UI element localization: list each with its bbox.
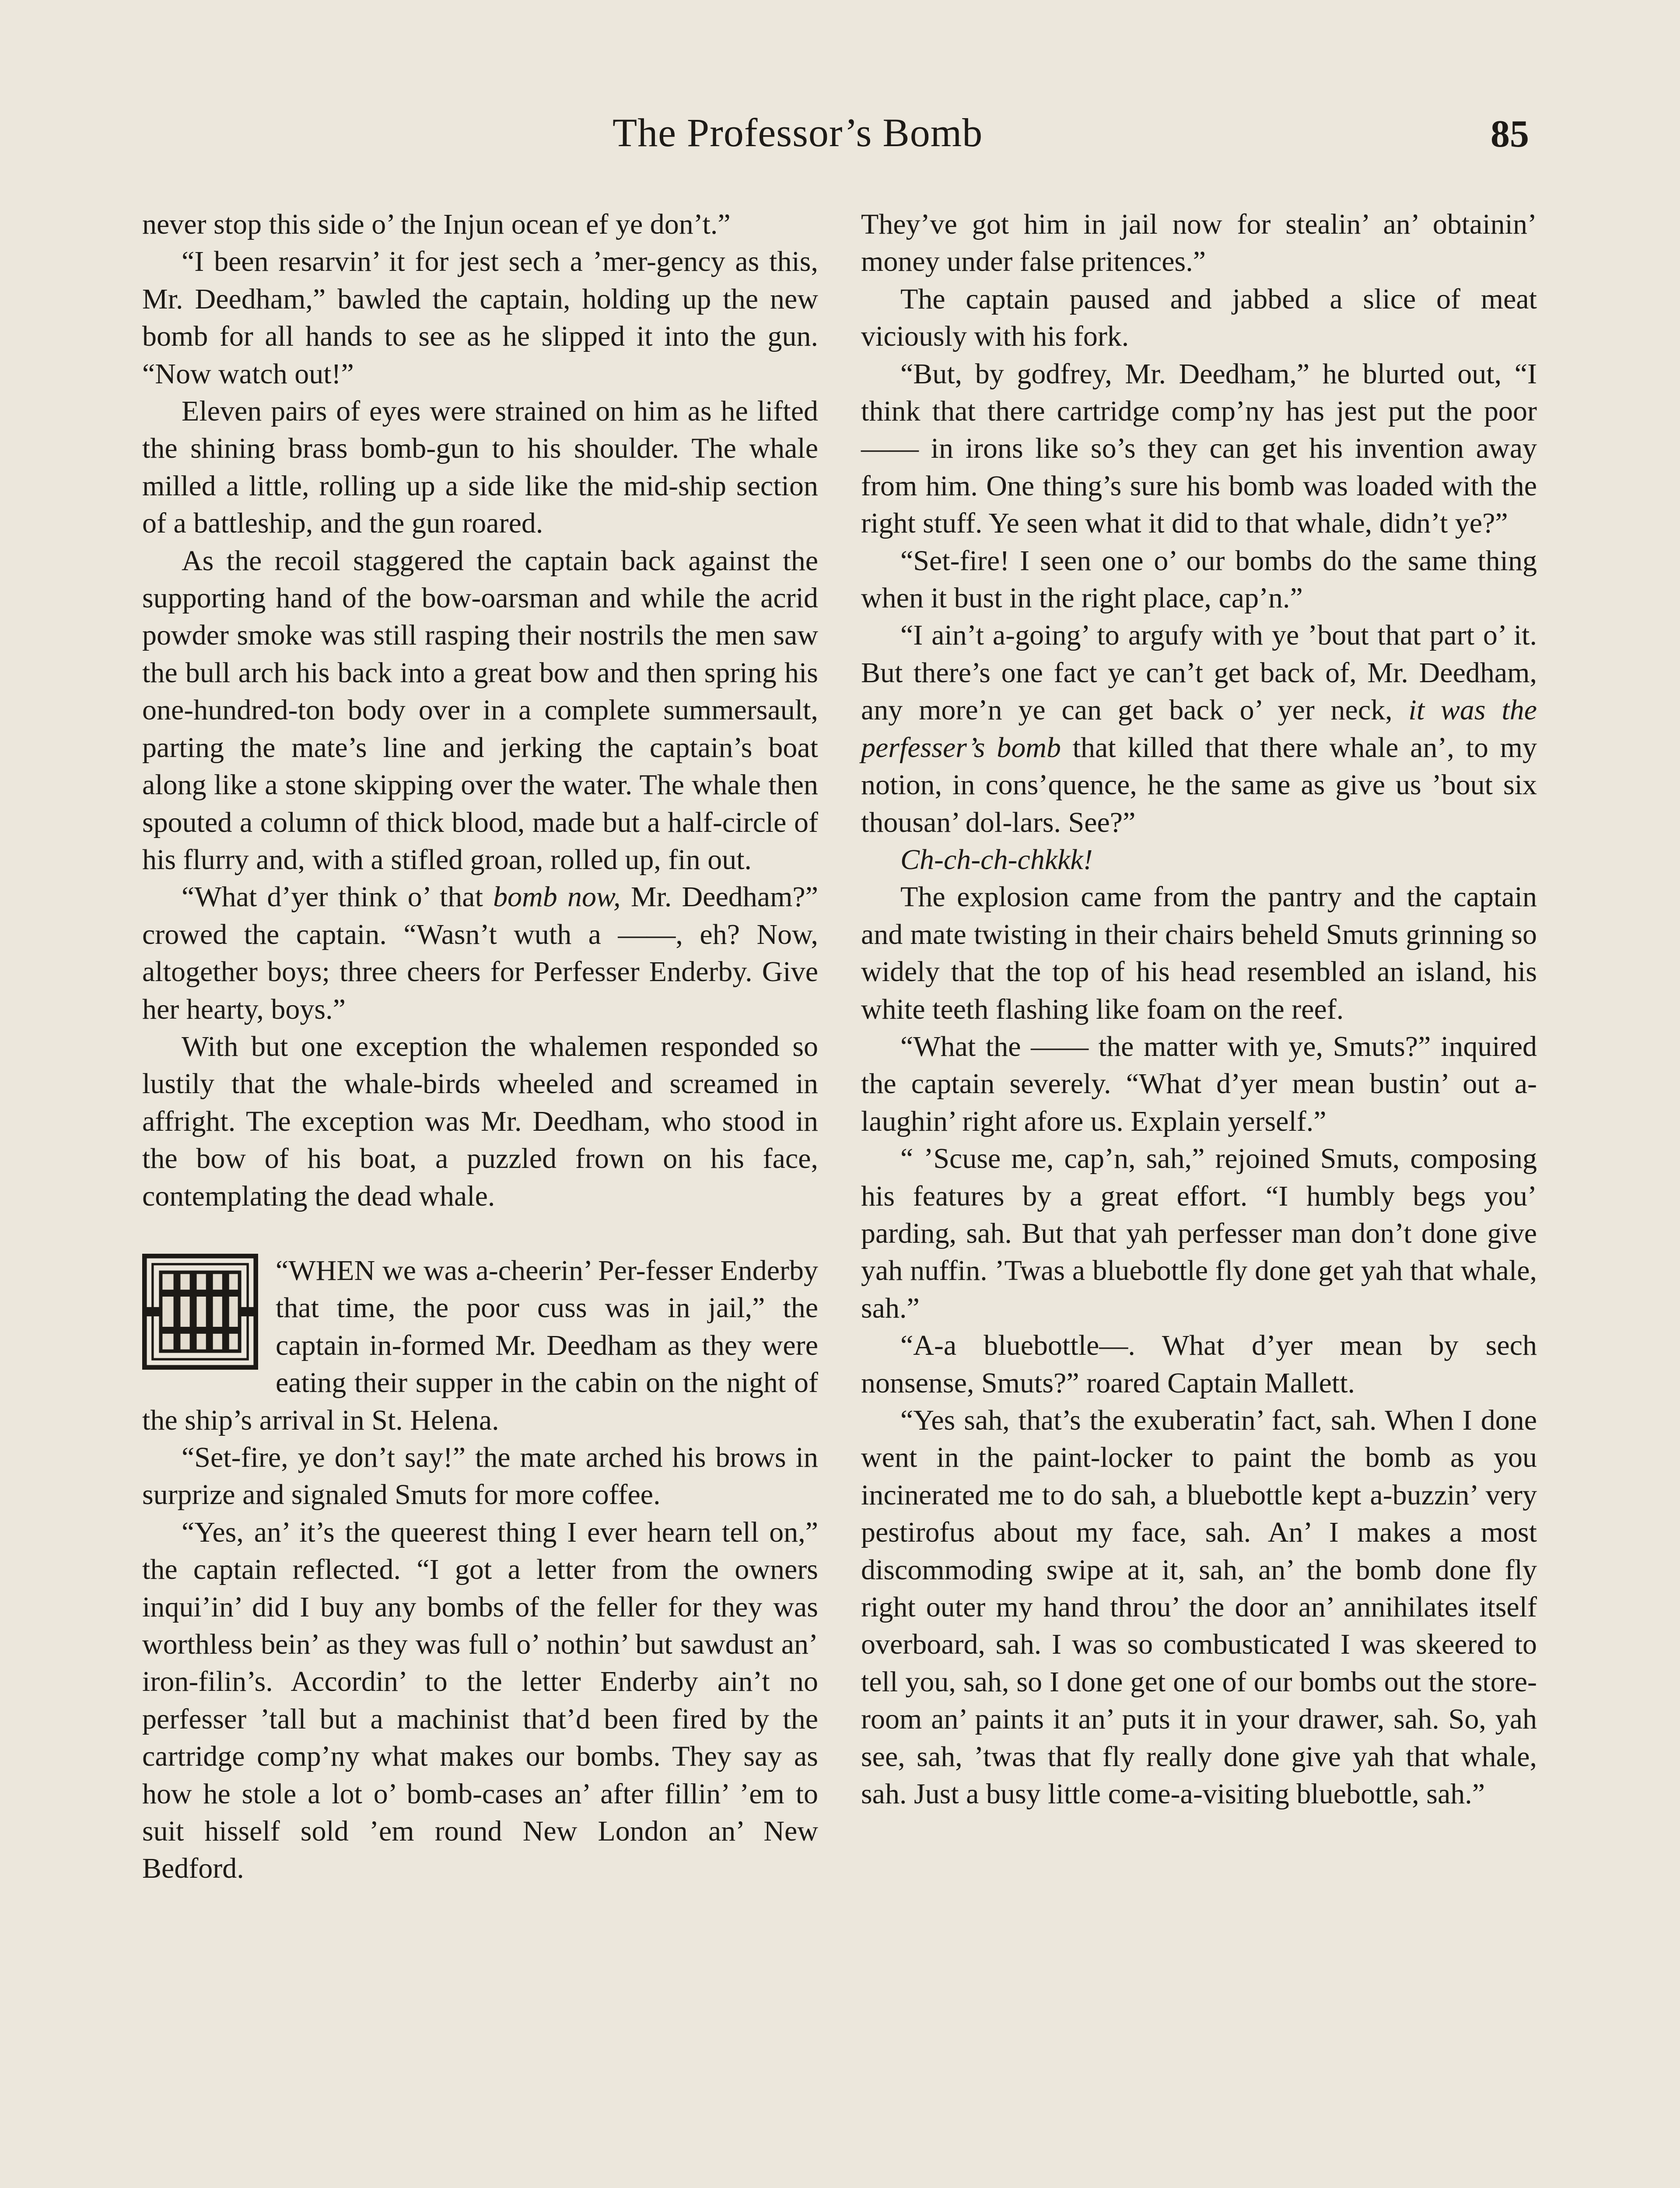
running-title: The Professor’s Bomb xyxy=(612,110,983,155)
left-column xyxy=(142,206,818,1887)
italic-run: it was the perfesser’s bomb xyxy=(861,694,1537,764)
text-run: “What d’yer think o’ that xyxy=(182,881,494,913)
section-opening xyxy=(142,1252,818,1439)
paragraph: The explosion came from the pantry and the captain and mate twisting in their chairs beheld Smuts grinning so widely that the top of his head resembled an island, his white teeth flashing like foam on the reef. xyxy=(861,881,1537,1025)
paragraph: They’ve got him in jail now for stealin’ an’ obtainin’ money under false pritences.” xyxy=(861,208,1537,278)
paragraph: As the recoil staggered the captain back against the supporting hand of the bow-oarsman and while the acrid powder smoke was still rasping their nostrils the men saw the bull arch his back into a great bow and then spring his one-hundred-ton body over in a complete summersault, parting the mate’s line and jerking the captain’s boat along like a stone skipping over the water. The whale then spouted a column of thick blood, made but a half-circle of his flurry and, with a stifled groan, rolled up, fin out. xyxy=(142,544,818,876)
paragraph: “Yes, an’ it’s the queerest thing I ever hearn tell on,” the captain reflected. “I got a letter from the owners inqui’in’ did I buy any bombs of the feller for they was worthless bein’ as they was full o’ nothin’ but sawdust an’ iron-filin’s. Accordin’ to the letter Enderby ain’t no perfesser ’tall but a machinist that’d been fired by the cartridge comp’ny what makes our bombs. They say as how he stole a lot o’ bomb-cases an’ after fillin’ ’em to suit hisself sold ’em round New London an’ New Bedford. xyxy=(142,1516,818,1885)
paragraph: “WHEN we was a-cheerin’ Per-fesser Enderby that time, the poor cuss was in jail,” the captain in-formed Mr. Deedham as they were eating their supper in the cabin on the night of the ship’s arrival in St. Helena. xyxy=(142,1254,818,1436)
paragraph: “But, by godfrey, Mr. Deedham,” he blurted out, “I think that there cartridge comp’ny has jest put the poor —— in irons like so’s they can get his invention away from him. One thing’s sure his bomb was loaded with the right stuff. Ye seen what it did to that whale, didn’t ye?” xyxy=(861,358,1537,540)
italic-run: bomb now, xyxy=(493,881,621,913)
ornamental-jail-window-icon xyxy=(142,1254,258,1370)
paragraph xyxy=(142,878,818,1028)
paragraph xyxy=(861,617,1537,841)
paragraph: The captain paused and jabbed a slice of meat viciously with his fork. xyxy=(861,283,1537,353)
text-run: “I ain’t a-going’ to argufy with ye ’bout that part o’ it. But there’s one fact ye can’t get back of, Mr. Deedham, any more’n ye can get back o’ yer neck, xyxy=(861,619,1537,726)
italic-run: Ch-ch-ch-chkkk! xyxy=(900,843,1093,876)
paragraph: “A-a bluebottle—. What d’yer mean by sech nonsense, Smuts?” roared Captain Mallett. xyxy=(861,1329,1537,1399)
paragraph: With but one exception the whalemen responded so lustily that the whale-birds wheeled and screamed in affright. The exception was Mr. Deedham, who stood in the bow of his boat, a puzzled frown on his face, contemplating the dead whale. xyxy=(142,1030,818,1212)
text-run: Mr. Deedham?” crowed the captain. “Wasn’t wuth a ——, eh? Now, altogether boys; three cheers for Perfesser Enderby. Give her hearty, boys.” xyxy=(142,881,818,1025)
text-run: that killed that there whale an’, to my notion, in cons’quence, he the same as give us ’bout six thousan’ dol-lars. See?” xyxy=(861,731,1537,838)
page-number: 85 xyxy=(1491,113,1529,155)
paragraph: “Yes sah, that’s the exuberatin’ fact, sah. When I done went in the paint-locker to paint the bomb as you incinerated me to do sah, a bluebottle kept a-buzzin’ very pestirofus about my face, sah. An’ I makes a most discommoding swipe at it, sah, an’ the bomb done fly right outer my hand throu’ the door an’ annihilates itself overboard, sah. I was so combusticated I was skeered to tell you, sah, so I done get one of our bombs out the store-room an’ paints it an’ puts it in your drawer, sah. So, yah see, sah, ’twas that fly really done give yah that whale, sah. Just a busy little come-a-visiting bluebottle, sah.” xyxy=(861,1404,1537,1810)
paragraph: “Set-fire! I seen one o’ our bombs do the same thing when it bust in the right place, cap’n.” xyxy=(861,544,1537,614)
paragraph: never stop this side o’ the Injun ocean ef ye don’t.” xyxy=(142,208,731,240)
paragraph: “Set-fire, ye don’t say!” the mate arched his brows in surprize and signaled Smuts for more coffee. xyxy=(142,1441,818,1511)
section-break xyxy=(142,1215,818,1252)
paragraph xyxy=(861,841,1537,878)
paragraph: Eleven pairs of eyes were strained on him as he lifted the shining brass bomb-gun to his shoulder. The whale milled a little, rolling up a side like the mid-ship section of a battleship, and the gun roared. xyxy=(142,395,818,540)
right-column xyxy=(861,206,1537,1813)
paragraph: “I been resarvin’ it for jest sech a ’mer-gency as this, Mr. Deedham,” bawled the captain, holding up the new bomb for all hands to see as he slipped it into the gun. “Now watch out!” xyxy=(142,245,818,390)
page-header xyxy=(0,109,1680,162)
paragraph: “What the —— the matter with ye, Smuts?” inquired the captain severely. “What d’yer mean bustin’ out a-laughin’ right afore us. Explain yerself.” xyxy=(861,1030,1537,1137)
paragraph: “ ’Scuse me, cap’n, sah,” rejoined Smuts, composing his features by a great effort. “I humbly begs you’ parding, sah. But that yah perfesser man don’t done give yah nuffin. ’Twas a bluebottle fly done get yah that whale, sah.” xyxy=(861,1143,1537,1324)
